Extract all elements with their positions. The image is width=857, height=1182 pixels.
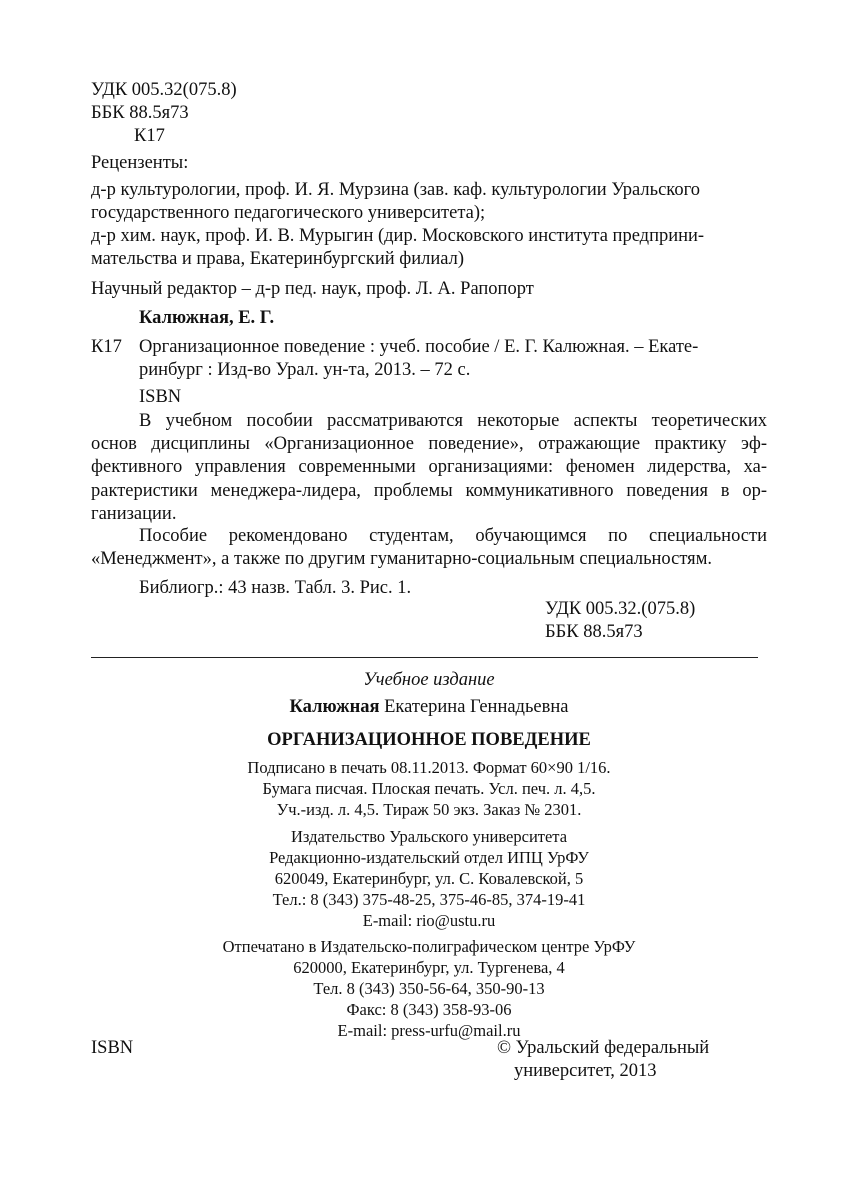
printer-line: Факс: 8 (343) 358-93-06 [346, 1000, 512, 1019]
reviewers-title: Рецензенты: [91, 153, 189, 173]
publisher-line: Тел.: 8 (343) 375-48-25, 375-46-85, 374-19-41 [272, 890, 586, 909]
bbk-code: ББК 88.5я73 [91, 103, 189, 123]
reviewer-2-line-1: д-р хим. наук, проф. И. В. Мурыгин (дир. Московского института предприни- [91, 226, 705, 246]
printer-line: 620000, Екатеринбург, ул. Тургенева, 4 [293, 958, 565, 977]
footer-bbk-code: ББК 88.5я73 [545, 622, 643, 642]
printer-line: Тел. 8 (343) 350-56-64, 350-90-13 [313, 979, 545, 998]
reviewer-1-line-1: д-р культурологии, проф. И. Я. Мурзина (зав. каф. культурологии Уральского [91, 180, 700, 200]
abstract-paragraph-1 [91, 410, 767, 526]
author-heading: Калюжная, Е. Г. [139, 308, 275, 328]
bibliography-info: Библиогр.: 43 назв. Табл. 3. Рис. 1. [139, 578, 412, 598]
publisher-email: E-mail: rio@ustu.ru [362, 911, 496, 930]
bib-code: К17 [91, 337, 122, 357]
abstract-p1-line: ганизации. [91, 503, 177, 524]
isbn-label-bottom: ISBN [91, 1038, 134, 1058]
abstract-p1-line: основ дисциплины «Организационное поведение», отражающие практику эф- [91, 434, 767, 455]
author-sign-code: К17 [134, 126, 165, 146]
imprint-author [91, 696, 767, 719]
isbn-label-top: ISBN [139, 387, 182, 407]
scientific-editor: Научный редактор – д-р пед. наук, проф. Л. А. Рапопорт [91, 279, 534, 299]
book-title: ОРГАНИЗАЦИОННОЕ ПОВЕДЕНИЕ [267, 730, 591, 750]
copyright-line-1: © Уральский федеральный [497, 1038, 710, 1058]
abstract-p2-line: Пособие рекомендовано студентам, обучающимся по специальности [139, 526, 767, 546]
publisher-line: 620049, Екатеринбург, ул. С. Ковалевской, 5 [274, 869, 584, 888]
udk-code: УДК 005.32(075.8) [91, 80, 237, 100]
bib-line-1: Организационное поведение : учеб. пособие / Е. Г. Калюжная. – Екате- [139, 337, 699, 357]
bib-line-2: ринбург : Изд-во Урал. ун-та, 2013. – 72 с. [139, 360, 471, 380]
abstract-paragraph-2 [91, 525, 767, 571]
abstract-p1-line: В учебном пособии рассматриваются некоторые аспекты теоретических [139, 411, 767, 431]
printer-line: Отпечатано в Издательско-полиграфическом центре УрФУ [222, 937, 636, 956]
reviewer-1-line-2: государственного педагогического университета); [91, 203, 486, 223]
copyright-line-2: университет, 2013 [514, 1061, 657, 1081]
separator-rule [91, 657, 758, 658]
abstract-p2-line: «Менеджмент», а также по другим гуманитарно-социальным специальностям. [91, 549, 713, 570]
print-info-line: Уч.-изд. л. 4,5. Тираж 50 экз. Заказ № 2301. [276, 800, 582, 819]
footer-udk-code: УДК 005.32.(075.8) [545, 599, 696, 619]
publisher-line: Издательство Уральского университета [290, 827, 568, 846]
imprint-author-name: Екатерина Геннадьевна [379, 697, 569, 717]
print-info-line: Бумага писчая. Плоская печать. Усл. печ. л. 4,5. [262, 779, 596, 798]
abstract-p1-line: рактеристики менеджера-лидера, проблемы коммуникативного поведения в ор- [91, 480, 767, 501]
print-info-line: Подписано в печать 08.11.2013. Формат 60×90 1/16. [247, 758, 611, 777]
edition-type: Учебное издание [363, 670, 495, 690]
abstract-p1-line: фективного управления современными организациями: феномен лидерства, ха- [91, 457, 767, 478]
publisher-line: Редакционно-издательский отдел ИПЦ УрФУ [269, 848, 589, 867]
printer-email: E-mail: press-urfu@mail.ru [337, 1021, 521, 1040]
imprint-author-surname: Калюжная [289, 697, 380, 717]
reviewer-2-line-2: мательства и права, Екатеринбургский филиал) [91, 249, 465, 269]
